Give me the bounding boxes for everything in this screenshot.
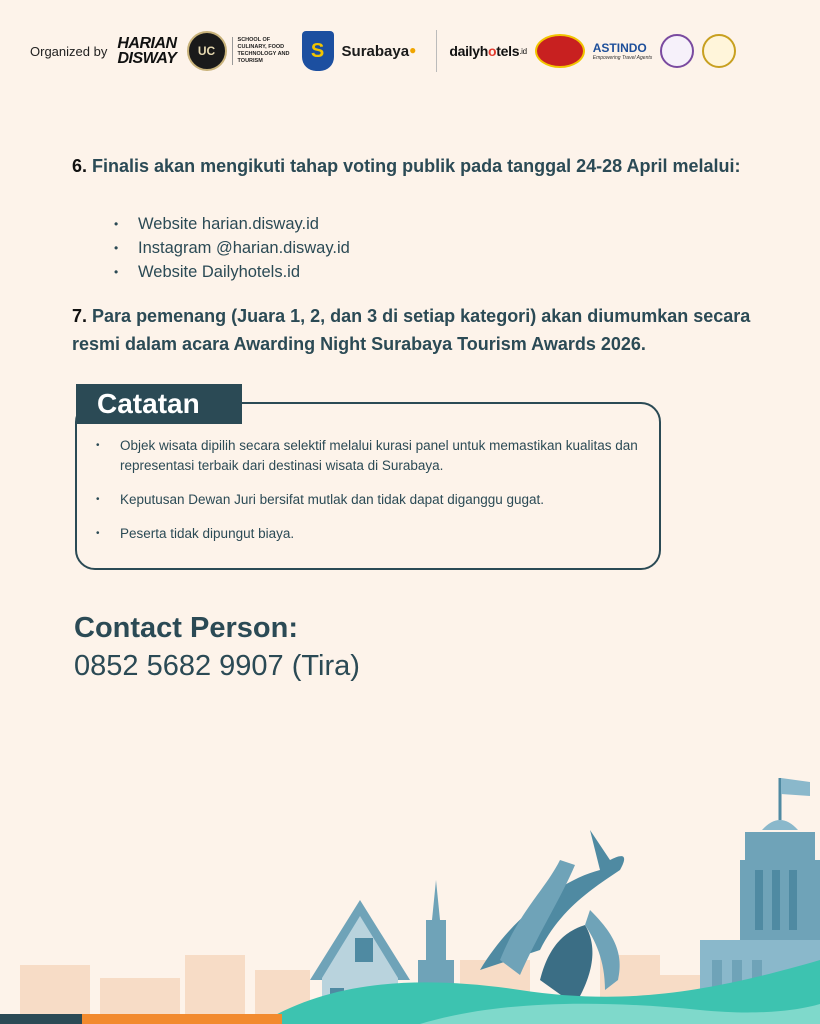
uc-emblem-icon: UC (187, 31, 227, 71)
list-item: • Website harian.disway.id (114, 212, 350, 236)
step-6 (72, 152, 762, 180)
contact-phone: 0852 5682 9907 (Tira) (74, 650, 360, 682)
uc-logo (187, 31, 294, 71)
list-item: • Objek wisata dipilih secara selektif melalui kurasi panel untuk memastikan kualitas dan representasi terbaik dari destinasi wisata di Surabaya. (96, 436, 644, 476)
step-7-number: 7. (72, 306, 88, 326)
step-6-number: 6. (72, 156, 88, 176)
uc-school-text: SCHOOL OF CULINARY, FOOD TECHNOLOGY AND TOURISM (232, 37, 294, 65)
garuda-emblem-icon (535, 34, 585, 68)
association-seal-logo (660, 34, 694, 68)
bottom-bar-orange (82, 1014, 282, 1024)
list-item: • Keputusan Dewan Juri bersifat mutlak dan tidak dapat diganggu gugat. (96, 490, 644, 510)
list-item: • Website Dailyhotels.id (114, 260, 350, 284)
list-item: • Instagram @harian.disway.id (114, 236, 350, 260)
flower-seal-icon (702, 34, 736, 68)
garuda-oval-logo (535, 34, 585, 68)
step-7-text: Para pemenang (Juara 1, 2, dan 3 di setiap kategori) akan diumumkan secara resmi dalam acara Awarding Night Surabaya Tourism Awards 2026. (72, 306, 751, 354)
surabaya-skyline-illustration (0, 760, 820, 1024)
dailyhotels-logo: dailyh o tels .id (449, 43, 527, 59)
harian-disway-logo: HARIAN DISWAY (117, 34, 177, 67)
sponsor-header (30, 28, 800, 74)
association-seal-icon (660, 34, 694, 68)
notes-title: Catatan (76, 384, 242, 424)
surabaya-brand-logo: Surabaya ● (341, 42, 417, 60)
flower-seal-logo (702, 34, 736, 68)
bottom-bar-dark (0, 1014, 82, 1024)
voting-channel-list (114, 212, 350, 284)
sun-icon: ● (409, 42, 417, 57)
header-divider (436, 30, 437, 72)
organized-by-label: Organized by (30, 43, 108, 59)
surabaya-shield-icon: S (302, 31, 334, 71)
surabaya-city-logo (302, 31, 334, 71)
step-6-text: Finalis akan mengikuti tahap voting publik pada tanggal 24-28 April melalui: (92, 156, 741, 176)
contact-title: Contact Person: (74, 612, 298, 644)
astindo-logo: ASTINDO Empowering Travel Agents (592, 40, 653, 61)
step-7 (72, 302, 762, 358)
notes-list (96, 436, 644, 558)
list-item: • Peserta tidak dipungut biaya. (96, 524, 644, 544)
